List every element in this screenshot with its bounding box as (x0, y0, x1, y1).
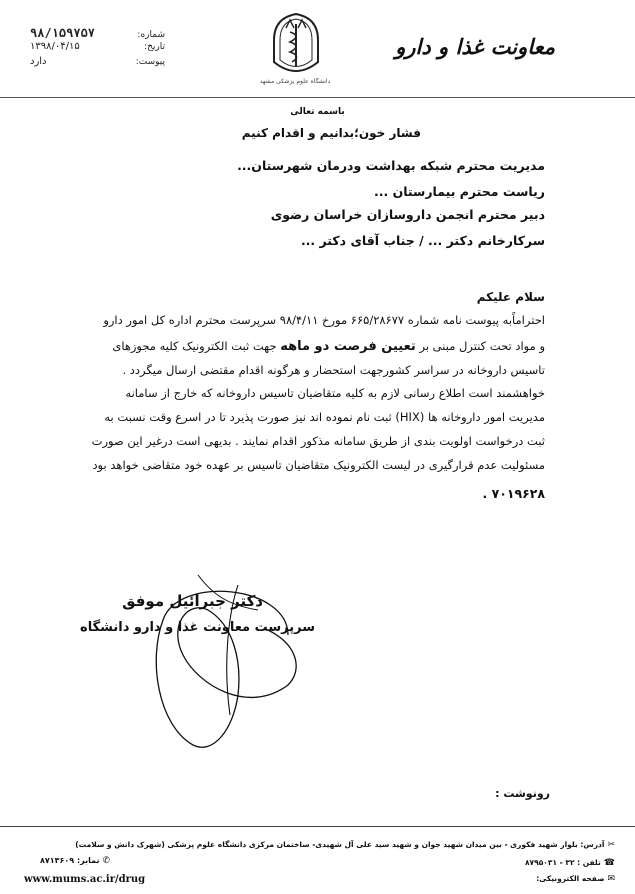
letter-number-label: شماره: (137, 30, 165, 40)
body-text: جهت ثبت الکترونیک کلیه مجوزهای (112, 339, 281, 353)
body-line: ثبت درخواست اولویت بندی از طریق سامانه مذکور اقدام نمایند . بدیهی است درغیر این صورت (91, 434, 545, 448)
logo-caption: دانشگاه علوم پزشکی مشهد (259, 78, 331, 85)
footer-phone-text: تلفن : ۳۲ - ۸۷۹۵۰۳۱ (524, 858, 601, 867)
cc-label: رونوشت : (495, 787, 550, 800)
web-icon: ✉ (607, 874, 615, 884)
letter-number: ۹۸/۱۵۹۷۵۷ (30, 26, 96, 40)
letter-attachment: دارد (30, 56, 47, 67)
department-title: معاونت غذا و دارو (395, 34, 555, 59)
greeting: سلام علیکم (476, 290, 545, 304)
header-divider (0, 97, 635, 98)
university-logo-icon (266, 10, 326, 88)
fax-icon: ✆ (102, 856, 111, 866)
letter-date: ۱۳۹۸/۰۴/۱۵ (30, 41, 80, 52)
letter-date-row (30, 41, 165, 56)
footer-fax-text: نمابر: ۸۷۱۳۶۰۹ (40, 856, 100, 865)
addressee: سرکارخانم دکتر ... / جناب آقای دکتر ... (300, 233, 545, 248)
signer-title: سرپرست معاونت غذا و دارو دانشگاه (80, 620, 315, 635)
phone-icon: ☎ (603, 858, 615, 868)
letter-date-label: تاریخ: (144, 42, 165, 52)
body-line: ۷۰۱۹۶۲۸ . (482, 486, 545, 501)
footer-address-text: آدرس: بلوار شهید فکوری - بین میدان شهید جوان و شهید سید علی آل شهیدی- ساختمان مرکزی دانشگاه علوم پزشکی (شهرک دانش و سلامت) (75, 840, 605, 849)
body-line: خواهشمند است اطلاع رسانی لازم به کلیه متقاضیان تاسیس داروخانه که خارج از سامانه (125, 386, 545, 400)
body-line: مدیریت امور داروخانه ها (HIX) ثبت نام نموده اند نیز صورت پذیرد تا در اسرع وقت نسبت به (104, 410, 545, 424)
body-line: احتراماًبه پیوست نامه شماره ۶۶۵/۲۸۶۷۷ مورخ ۹۸/۴/۱۱ سرپرست محترم اداره کل امور دارو (103, 313, 545, 327)
scissor-mark-icon: ✂ (607, 840, 615, 850)
footer-address (75, 840, 615, 850)
footer-web-label-text: صفحه الکترونیکی: (536, 874, 605, 883)
addressee: دبیر محترم انجمن داروسازان خراسان رضوی (270, 207, 545, 222)
footer-divider (0, 826, 635, 827)
body-line (112, 339, 545, 354)
slogan: فشار خون؛بدانیم و اقدام کنیم (241, 126, 421, 140)
letter-number-row (30, 26, 165, 41)
letter-attachment-label: پیوست: (135, 57, 165, 67)
letter-meta (30, 26, 165, 71)
signer-name: دکتر جبرائیل موفق (122, 592, 263, 610)
footer-fax (40, 856, 110, 866)
deadline-highlight: تعیین فرصت دو ماهه (280, 339, 416, 354)
basmala: باسمه تعالی (290, 107, 345, 117)
addressee: مدیریت محترم شبکه بهداشت ودرمان شهرستان... (237, 158, 545, 173)
body-line: تاسیس داروخانه در سراسر کشورجهت استحضار و هرگونه اقدام مقتضی ارسال میگردد . (122, 363, 545, 377)
footer-web-label (536, 874, 615, 884)
footer-website-link[interactable]: www.mums.ac.ir/drug (24, 874, 146, 885)
letter-attachment-row (30, 56, 165, 71)
addressee: ریاست محترم بیمارستان ... (373, 184, 545, 199)
body-line: مسئولیت عدم قرارگیری در لیست الکترونیک متقاضیان تاسیس بر عهده خود متقاضی خواهد بود (92, 458, 545, 472)
body-text: و مواد تحت کنترل مبنی بر (415, 339, 545, 353)
footer-phone (525, 858, 615, 868)
